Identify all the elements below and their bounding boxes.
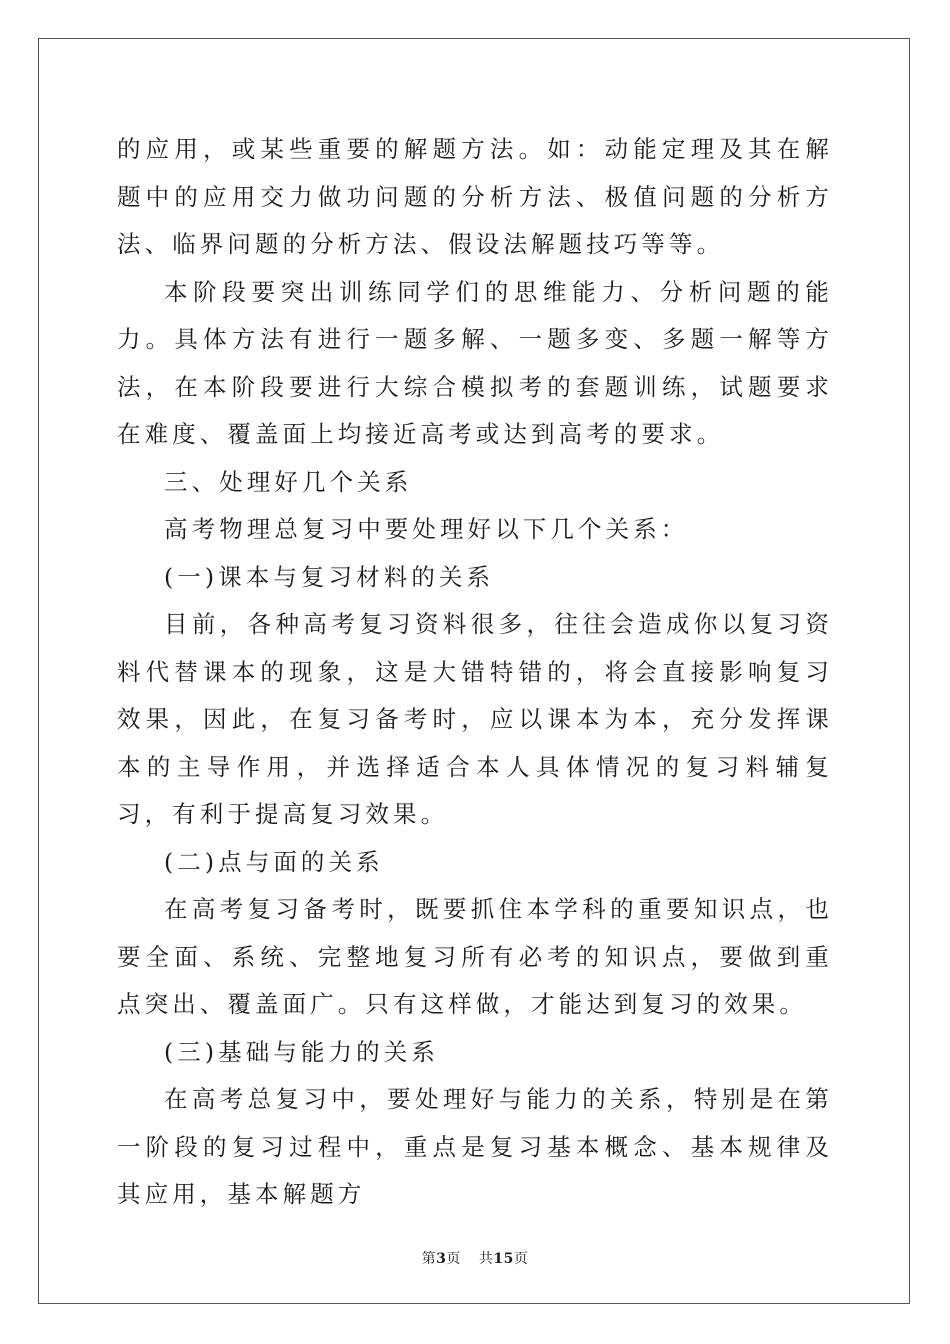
page-suffix: 页 [446,1251,461,1267]
total-prefix: 共 [478,1251,494,1267]
subheading-3: (三)基础与能力的关系 [164,1037,439,1066]
total-pages: 15 [493,1251,514,1267]
page-number: 3 [436,1251,447,1267]
paragraph-4: 高考物理总复习中要处理好以下几个关系： [164,515,689,543]
paragraph-1: 的应用，或某些重要的解题方法。如：动能定理及其在解题中的应用交力做功问题的分析方法、极值问题的分析方法、临界问题的分析方法、假设法解题技巧等等。 [117,135,833,258]
total-suffix: 页 [513,1251,529,1267]
paragraph-2: 本阶段要突出训练同学们的思维能力、分析问题的能力。具体方法有进行一题多解、一题多变、多题一解等方法，在本阶段要进行大综合模拟考的套题训练，试题要求在难度、覆盖面上均接近高考或达到高考的要求。 [117,277,833,448]
paragraph-6: 目前，各种高考复习资料很多，往往会造成你以复习资料代替课本的现象，这是大错特错的，将会直接影响复习效果，因此，在复习备考时，应以课本为本，充分发挥课本的主导作用，并选择适合本人具体情况的复习料辅复习，有利于提高复习效果。 [117,610,833,828]
subheading-2: (二)点与面的关系 [164,847,384,876]
subheading-1: (一)课本与复习材料的关系 [164,562,495,591]
section-heading-3: 三、处理好几个关系 [164,467,413,496]
page-footer [0,1248,950,1268]
paragraph-8: 在高考复习备考时，既要抓住本学科的重要知识点，也要全面、系统、完整地复习所有必考的知识点，要做到重点突出、覆盖面广。只有这样做，才能达到复习的效果。 [117,895,833,1018]
document-body [117,126,833,1219]
paragraph-10: 在高考总复习中，要处理好与能力的关系，特别是在第一阶段的复习过程中，重点是复习基本概念、基本规律及其应用，基本解题方 [117,1085,833,1208]
page-prefix: 第 [421,1251,437,1267]
